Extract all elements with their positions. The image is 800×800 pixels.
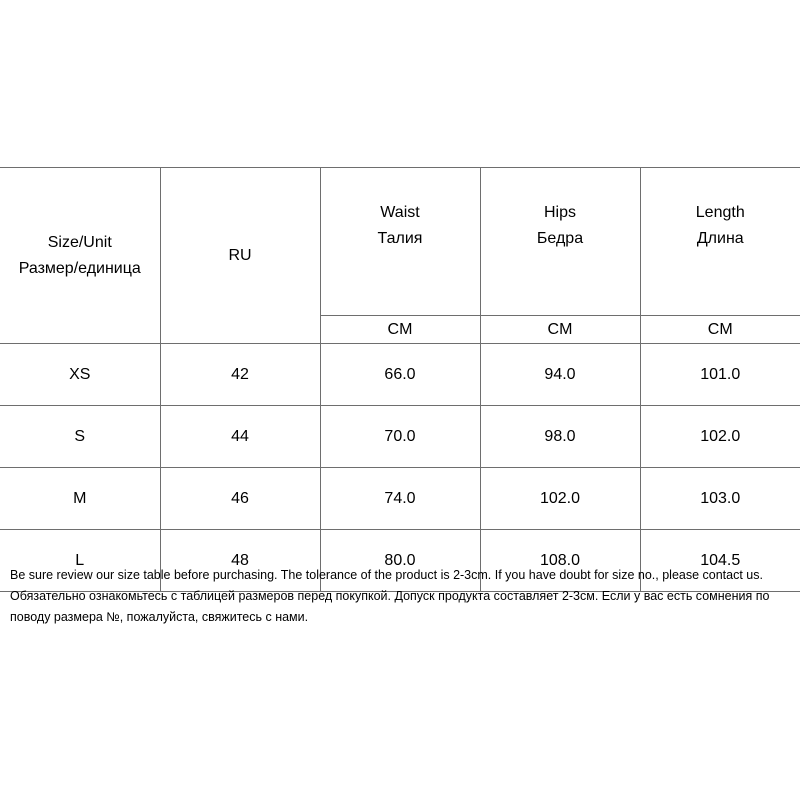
length-label-en: Length: [695, 204, 745, 221]
header-row: [0, 168, 800, 316]
size-unit-header: [0, 168, 160, 344]
waist-cell: 66.0: [320, 344, 480, 406]
table-row: [0, 406, 800, 468]
size-chart-table: [0, 167, 800, 592]
length-label-ru: Длина: [696, 230, 744, 247]
length-header: [640, 168, 800, 316]
hips-cell: 108.0: [480, 530, 640, 592]
ru-label: RU: [228, 246, 252, 264]
length-cell: 103.0: [640, 468, 800, 530]
size-cell: L: [0, 530, 160, 592]
hips-cell: 102.0: [480, 468, 640, 530]
hips-label-en: Hips: [543, 204, 576, 221]
size-note-ru: Обязательно ознакомьтесь с таблицей размеров перед покупкой. Допуск продукта составляет 2-3см. Если у вас есть сомнения по поводу размера №, пожалуйста, свяжитесь с нами.: [10, 589, 770, 624]
hips-cell: 94.0: [480, 344, 640, 406]
waist-label-ru: Талия: [377, 230, 423, 247]
waist-cell: 70.0: [320, 406, 480, 468]
size-note: [10, 565, 795, 628]
waist-label-en: Waist: [380, 204, 420, 221]
waist-cell: 80.0: [320, 530, 480, 592]
hips-header: [480, 168, 640, 316]
waist-cell: 74.0: [320, 468, 480, 530]
hips-cell: 98.0: [480, 406, 640, 468]
table-row: [0, 344, 800, 406]
length-unit: CM: [640, 316, 800, 344]
length-cell: 104.5: [640, 530, 800, 592]
hips-unit: CM: [480, 316, 640, 344]
length-cell: 102.0: [640, 406, 800, 468]
waist-header: [320, 168, 480, 316]
length-cell: 101.0: [640, 344, 800, 406]
size-cell: XS: [0, 344, 160, 406]
hips-label-ru: Бедра: [536, 230, 584, 247]
ru-cell: 48: [160, 530, 320, 592]
size-cell: M: [0, 468, 160, 530]
waist-unit: CM: [320, 316, 480, 344]
ru-cell: 46: [160, 468, 320, 530]
size-cell: S: [0, 406, 160, 468]
table-row: [0, 468, 800, 530]
size-note-en: Be sure review our size table before purchasing. The tolerance of the product is 2-3cm. If you have doubt for size no., please contact us.: [10, 568, 763, 582]
size-unit-label-en: Size/Unit: [47, 233, 112, 251]
size-unit-label-ru: Размер/единица: [18, 259, 141, 277]
ru-cell: 44: [160, 406, 320, 468]
ru-cell: 42: [160, 344, 320, 406]
ru-header: [160, 168, 320, 344]
